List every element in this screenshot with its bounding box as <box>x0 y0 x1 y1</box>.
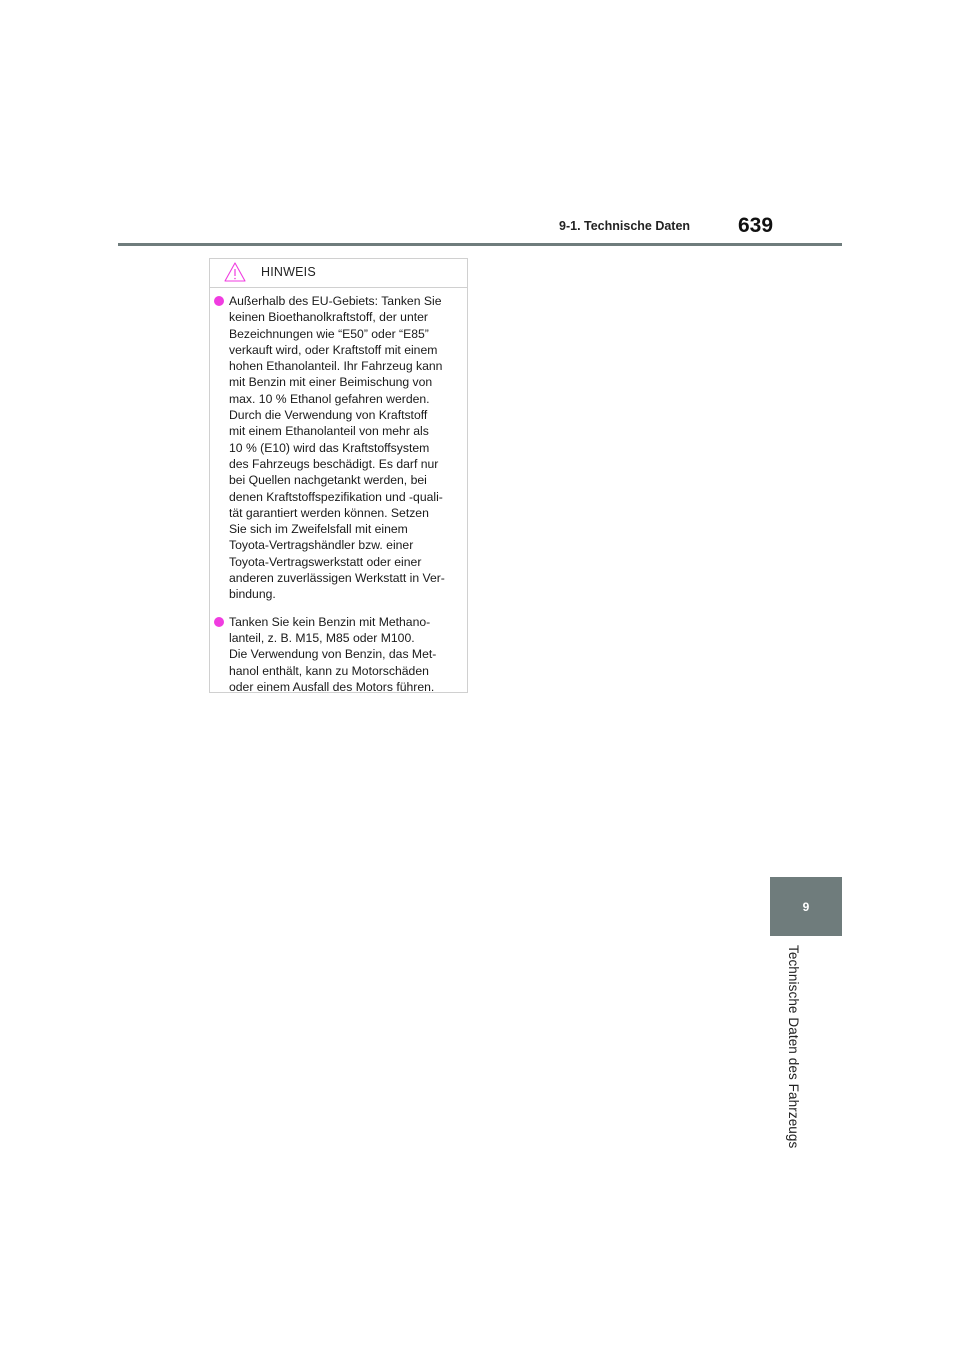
note-item-text: Tanken Sie kein Benzin mit Methano- lanteil, z. B. M15, M85 oder M100. Die Verwendung von Benzin, das Met- hanol enthält, kann zu Motorschäden oder einem Ausfall des Motors führen. <box>229 614 437 694</box>
note-title: HINWEIS <box>261 265 316 279</box>
section-title: 9-1. Technische Daten <box>559 219 691 233</box>
header-rule <box>118 243 842 246</box>
warning-triangle-icon <box>224 262 246 282</box>
note-box <box>209 258 468 693</box>
chapter-tab <box>770 877 842 936</box>
bullet-icon <box>214 617 224 627</box>
chapter-title: Technische Daten des Fahrzeugs <box>786 945 801 1149</box>
note-item-methanol <box>213 614 459 695</box>
chapter-number: 9 <box>802 899 810 914</box>
note-item-text: Außerhalb des EU-Gebiets: Tanken Sie keinen Bioethanolkraftstoff, der unter Bezeichnungen wie “E50” oder “E85” verkauft wird, oder Kraftstoff mit einem hohen Ethanolanteil. Ihr Fahrzeug kann mit Benzin mit einer Beimischung von max. 10 % Ethanol gefahren werden. Durch die Verwendung von Kraftstoff mit einem Ethanolanteil von mehr als 10 % (E10) wird das Kraftstoffsystem des Fahrzeugs beschädigt. Es darf nur bei Quellen nachgetankt werden, bei denen Kraftstoffspezifikation und -quali- tät garantiert werden können. Setzen Sie sich im Zweifelsfall mit einem Toyota-Vertragshändler bzw. einer Toyota-Vertragswerkstatt oder einer anderen zuverlässigen Werkstatt in Ver- bindung. <box>229 294 445 602</box>
note-item-bioethanol <box>213 293 459 603</box>
bullet-icon <box>214 296 224 306</box>
note-items <box>210 288 467 695</box>
note-header <box>210 259 467 288</box>
page-number: 639 <box>738 214 774 237</box>
